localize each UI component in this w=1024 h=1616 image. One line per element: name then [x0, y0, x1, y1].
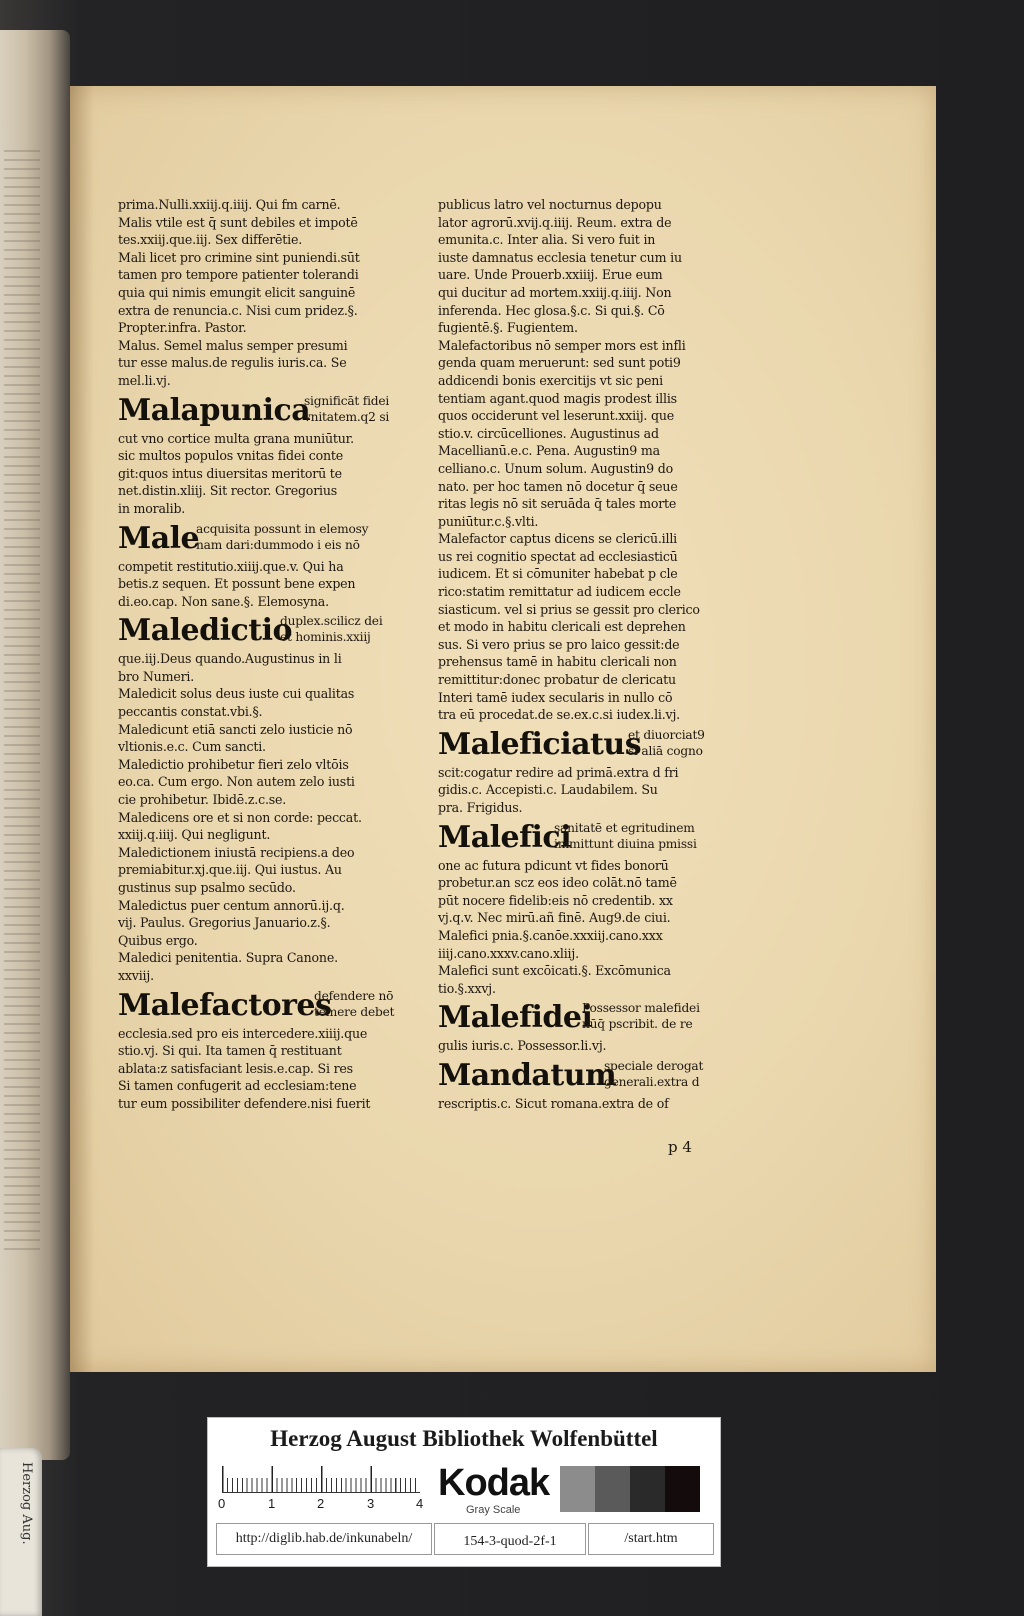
text-line: lator agrorū.xvij.q.iiij. Reum. extra de: [438, 214, 672, 230]
text-line: Propter.infra. Pastor.: [118, 320, 247, 336]
shelfmark-id: 154-3-quod-2f-1: [434, 1523, 586, 1555]
text-line: vij. Paulus. Gregorius Januario.z.§.: [118, 915, 331, 931]
text-line: fugientē.§. Fugientem.: [438, 320, 578, 336]
headword-entry: [118, 521, 416, 557]
text-line: nato. per hoc tamen nō docetur q̄ seue: [438, 478, 678, 494]
ruler-number: 3: [367, 1496, 375, 1511]
text-line: xxiij.q.iiij. Qui negligunt.: [118, 827, 271, 843]
page-fold-shadow: [70, 86, 94, 1372]
text-line: in moralib.: [118, 500, 186, 516]
scale-ruler-major-ticks: [222, 1466, 420, 1492]
text-line: prehensus tamē in habitu clericali non: [438, 654, 677, 670]
ruler-number: 4: [416, 1496, 424, 1511]
text-line: prima.Nulli.xxiij.q.iiij. Qui fm carnē.: [118, 197, 341, 212]
text-line: et modo in habitu clericali est deprehen: [438, 619, 686, 635]
spine-label-text: Herzog Aug.: [19, 1462, 34, 1545]
text-line: Macellianū.e.c. Pena. Augustin9 ma: [438, 443, 660, 459]
text-line: Malus. Semel malus semper presumi: [118, 337, 348, 353]
text-line: publicus latro vel nocturnus depopu: [438, 197, 662, 212]
kodak-logo: Kodak: [438, 1462, 550, 1504]
color-target-card: [207, 1417, 721, 1567]
text-line: Malefici pnia.§.canōe.xxxiij.cano.xxx: [438, 927, 663, 943]
signature-mark: p 4: [668, 1138, 692, 1156]
gray-swatch: [595, 1466, 630, 1512]
source-url: http://diglib.hab.de/inkunabeln/: [216, 1523, 432, 1555]
text-line: Maledictus puer centum annorū.ij.q.: [118, 897, 345, 913]
text-line: tra eū procedat.de se.ex.c.si iudex.li.vj.: [438, 707, 680, 723]
text-line: quos occiderunt vel leserunt.xxiij. que: [438, 408, 675, 424]
headword-entry: [438, 1000, 738, 1036]
text-line: mel.li.vj.: [118, 372, 171, 388]
text-line: pra. Frigidus.: [438, 800, 523, 815]
text-line: Malefactor captus dicens se clericū.illi: [438, 531, 677, 547]
ruler-number: 1: [268, 1496, 276, 1511]
text-line: puniūtur.c.§.vlti.: [438, 513, 539, 529]
headword-gloss: et diuorciat9: [628, 727, 705, 742]
text-line: siasticum. vel si prius se gessit pro clerico: [438, 601, 700, 617]
headword-gloss: nūq̄ pscribit. de re: [582, 1017, 693, 1032]
text-line: pūt nocere fidelib:eis nō credentib. xx: [438, 892, 673, 908]
text-line: sic multos populos vnitas fidei conte: [118, 448, 344, 464]
text-line: Maledicit solus deus iuste cui qualitas: [118, 686, 355, 702]
text-line: us rei cognitio spectat ad ecclesiasticū: [438, 548, 678, 564]
text-line: genda quam meruerunt: sed sunt poti9: [438, 355, 681, 371]
text-line: Maledictionem iniustā recipiens.a deo: [118, 844, 355, 860]
text-line: one ac futura pdicunt vt fides bonorū: [438, 857, 669, 873]
text-line: sus. Si vero prius se pro laico gessit:de: [438, 636, 680, 652]
text-line: eo.ca. Cum ergo. Non autem zelo iusti: [118, 774, 355, 790]
text-line: Interi tamē iudex secularis in nullo cō: [438, 689, 673, 705]
headword-gloss: significāt fidei: [304, 393, 390, 408]
ruler-number: 0: [218, 1496, 226, 1511]
headword: Malapunica: [118, 392, 311, 428]
text-line: Si tamen confugerit ad ecclesiam:tene: [118, 1078, 357, 1094]
headword: Male: [118, 520, 200, 556]
text-line: tur eum possibiliter defendere.nisi fuerit: [118, 1095, 371, 1111]
headword-gloss: duplex.scilicz dei: [280, 614, 383, 629]
text-line: gidis.c. Accepisti.c. Laudabilem. Su: [438, 782, 658, 798]
headword-gloss: temere debet: [314, 1004, 395, 1019]
headword: Maledictio: [118, 613, 293, 649]
headword-entry: [438, 727, 738, 763]
text-line: tamen pro tempore patienter tolerandi: [118, 267, 359, 283]
headword: Maleficiatus: [438, 726, 642, 762]
text-line: inferenda. Hec glosa.§.c. Si qui.§. Cō: [438, 302, 665, 318]
text-line: Malefactoribus nō semper mors est infli: [438, 337, 686, 353]
headword-gloss: vnitatem.q2 si: [304, 409, 390, 424]
text-line: stio.v. circūcelliones. Augustinus ad: [438, 425, 659, 441]
text-line: competit restitutio.xiiij.que.v. Qui ha: [118, 558, 344, 574]
book-edge: [0, 30, 70, 1460]
text-line: ritas legis nō sit seruāda q̄ tales morte: [438, 496, 677, 512]
headword: Malefici: [438, 819, 572, 855]
headword-entry: [118, 988, 416, 1024]
text-line: tio.§.xxvj.: [438, 980, 496, 996]
text-line: Maledicens ore et si non corde: peccat.: [118, 809, 362, 825]
start-path: /start.htm: [588, 1523, 714, 1555]
headword-gloss: speciale derogat: [604, 1058, 704, 1073]
text-line: remittitur:donec probatur de clericatu: [438, 672, 676, 688]
text-line: gustinus sup psalmo secūdo.: [118, 880, 296, 895]
text-line: tentiam agant.quod magis prodest illis: [438, 390, 677, 406]
spine-label: [0, 1448, 42, 1616]
text-line: scit:cogatur redire ad primā.extra d fri: [438, 764, 679, 780]
text-line: iiij.cano.xxxv.cano.xliij.: [438, 945, 579, 961]
gray-swatch: [630, 1466, 665, 1512]
text-line: que.iij.Deus quando.Augustinus in li: [118, 651, 342, 667]
adjacent-page-text: [4, 150, 40, 1250]
text-line: premiabitur.xj.que.iij. Qui iustus. Au: [118, 862, 342, 878]
text-line: ecclesia.sed pro eis intercedere.xiiij.que: [118, 1025, 368, 1041]
headword-gloss: acquisita possunt in elemosy: [196, 521, 369, 536]
headword: Mandatum: [438, 1057, 617, 1093]
gray-swatches: [560, 1466, 700, 1512]
headword-gloss: et hominis.xxiij: [280, 630, 371, 645]
text-line: Quibus ergo.: [118, 932, 198, 948]
ruler-number: 2: [317, 1496, 325, 1511]
text-line: emunita.c. Inter alia. Si vero fuit in: [438, 232, 656, 248]
headword-gloss: Possessor malefidei: [582, 1001, 700, 1016]
headword-gloss: sanitatē et egritudinem: [554, 820, 695, 835]
headword: Malefidei: [438, 1000, 593, 1036]
text-line: iuste damnatus ecclesia tenetur cum iu: [438, 249, 682, 265]
headword-entry: [118, 393, 416, 429]
headword-gloss: si aliā cogno: [628, 743, 703, 758]
right-text-column: [438, 196, 738, 1113]
gray-scale-label: Gray Scale: [466, 1504, 521, 1516]
text-line: quia qui nimis emungit elicit sanguinē: [118, 284, 356, 300]
headword-gloss: generali.extra d: [604, 1074, 700, 1089]
text-line: uare. Unde Prouerb.xxiiij. Erue eum: [438, 267, 663, 283]
text-line: celliano.c. Unum solum. Augustin9 do: [438, 460, 674, 476]
gray-swatch: [560, 1466, 595, 1512]
headword-gloss: nam dari:dummodo i eis nō: [196, 537, 360, 552]
text-line: vltionis.e.c. Cum sancti.: [118, 739, 266, 755]
text-line: cie prohibetur. Ibidē.z.c.se.: [118, 792, 287, 808]
text-line: vj.q.v. Nec mirū.añ finē. Aug9.de ciui.: [438, 910, 671, 926]
text-line: Maledictio prohibetur fieri zelo vltōis: [118, 756, 349, 772]
text-line: stio.vj. Si qui. Ita tamen q̄ restituant: [118, 1043, 342, 1059]
text-line: Malefici sunt excōicati.§. Excōmunica: [438, 963, 671, 979]
headword-gloss: defendere nō: [314, 988, 394, 1003]
text-line: extra de renuncia.c. Nisi cum pridez.§.: [118, 302, 358, 318]
text-line: cut vno cortice multa grana muniūtur.: [118, 430, 354, 446]
text-line: rescriptis.c. Sicut romana.extra de of: [438, 1095, 669, 1111]
text-line: peccantis constat.vbi.§.: [118, 704, 263, 720]
text-line: Maledici penitentia. Supra Canone.: [118, 950, 338, 966]
text-line: rico:statim remittatur ad iudicem eccle: [438, 584, 681, 600]
text-line: Malis vtile est q̄ sunt debiles et impotē: [118, 214, 358, 230]
headword: Malefactores: [118, 987, 332, 1023]
text-line: probetur.an scz eos ideo colāt.nō tamē: [438, 875, 677, 891]
headword-gloss: immittunt diuina pmissi: [554, 836, 697, 851]
text-line: Maledicunt etiā sancti zelo iusticie nō: [118, 721, 353, 737]
gray-swatch: [665, 1466, 700, 1512]
text-line: xxviij.: [118, 967, 154, 983]
text-line: iudicem. Et si cōmuniter habebat p cle: [438, 566, 678, 582]
text-line: net.distin.xliij. Sit rector. Gregorius: [118, 483, 338, 499]
text-line: bro Numeri.: [118, 668, 195, 684]
text-line: Mali licet pro crimine sint puniendi.sūt: [118, 249, 360, 265]
headword-entry: [118, 613, 416, 649]
text-line: git:quos intus diuersitas meritorū te: [118, 465, 342, 481]
left-text-column: [118, 196, 416, 1113]
text-line: ablata:z satisfaciant lesis.e.cap. Si res: [118, 1060, 353, 1076]
text-line: addicendi bonis exercitijs vt sic peni: [438, 372, 663, 388]
headword-entry: [438, 820, 738, 856]
text-line: tes.xxiij.que.iij. Sex differētie.: [118, 232, 303, 248]
text-line: qui ducitur ad mortem.xxiij.q.iiij. Non: [438, 284, 672, 300]
text-line: betis.z sequen. Et possunt bene expen: [118, 576, 356, 592]
text-line: gulis iuris.c. Possessor.li.vj.: [438, 1038, 607, 1054]
text-line: di.eo.cap. Non sane.§. Elemosyna.: [118, 593, 329, 609]
library-title: Herzog August Bibliothek Wolfenbüttel: [270, 1426, 658, 1451]
text-line: tur esse malus.de regulis iuris.ca. Se: [118, 355, 347, 371]
headword-entry: [438, 1058, 738, 1094]
